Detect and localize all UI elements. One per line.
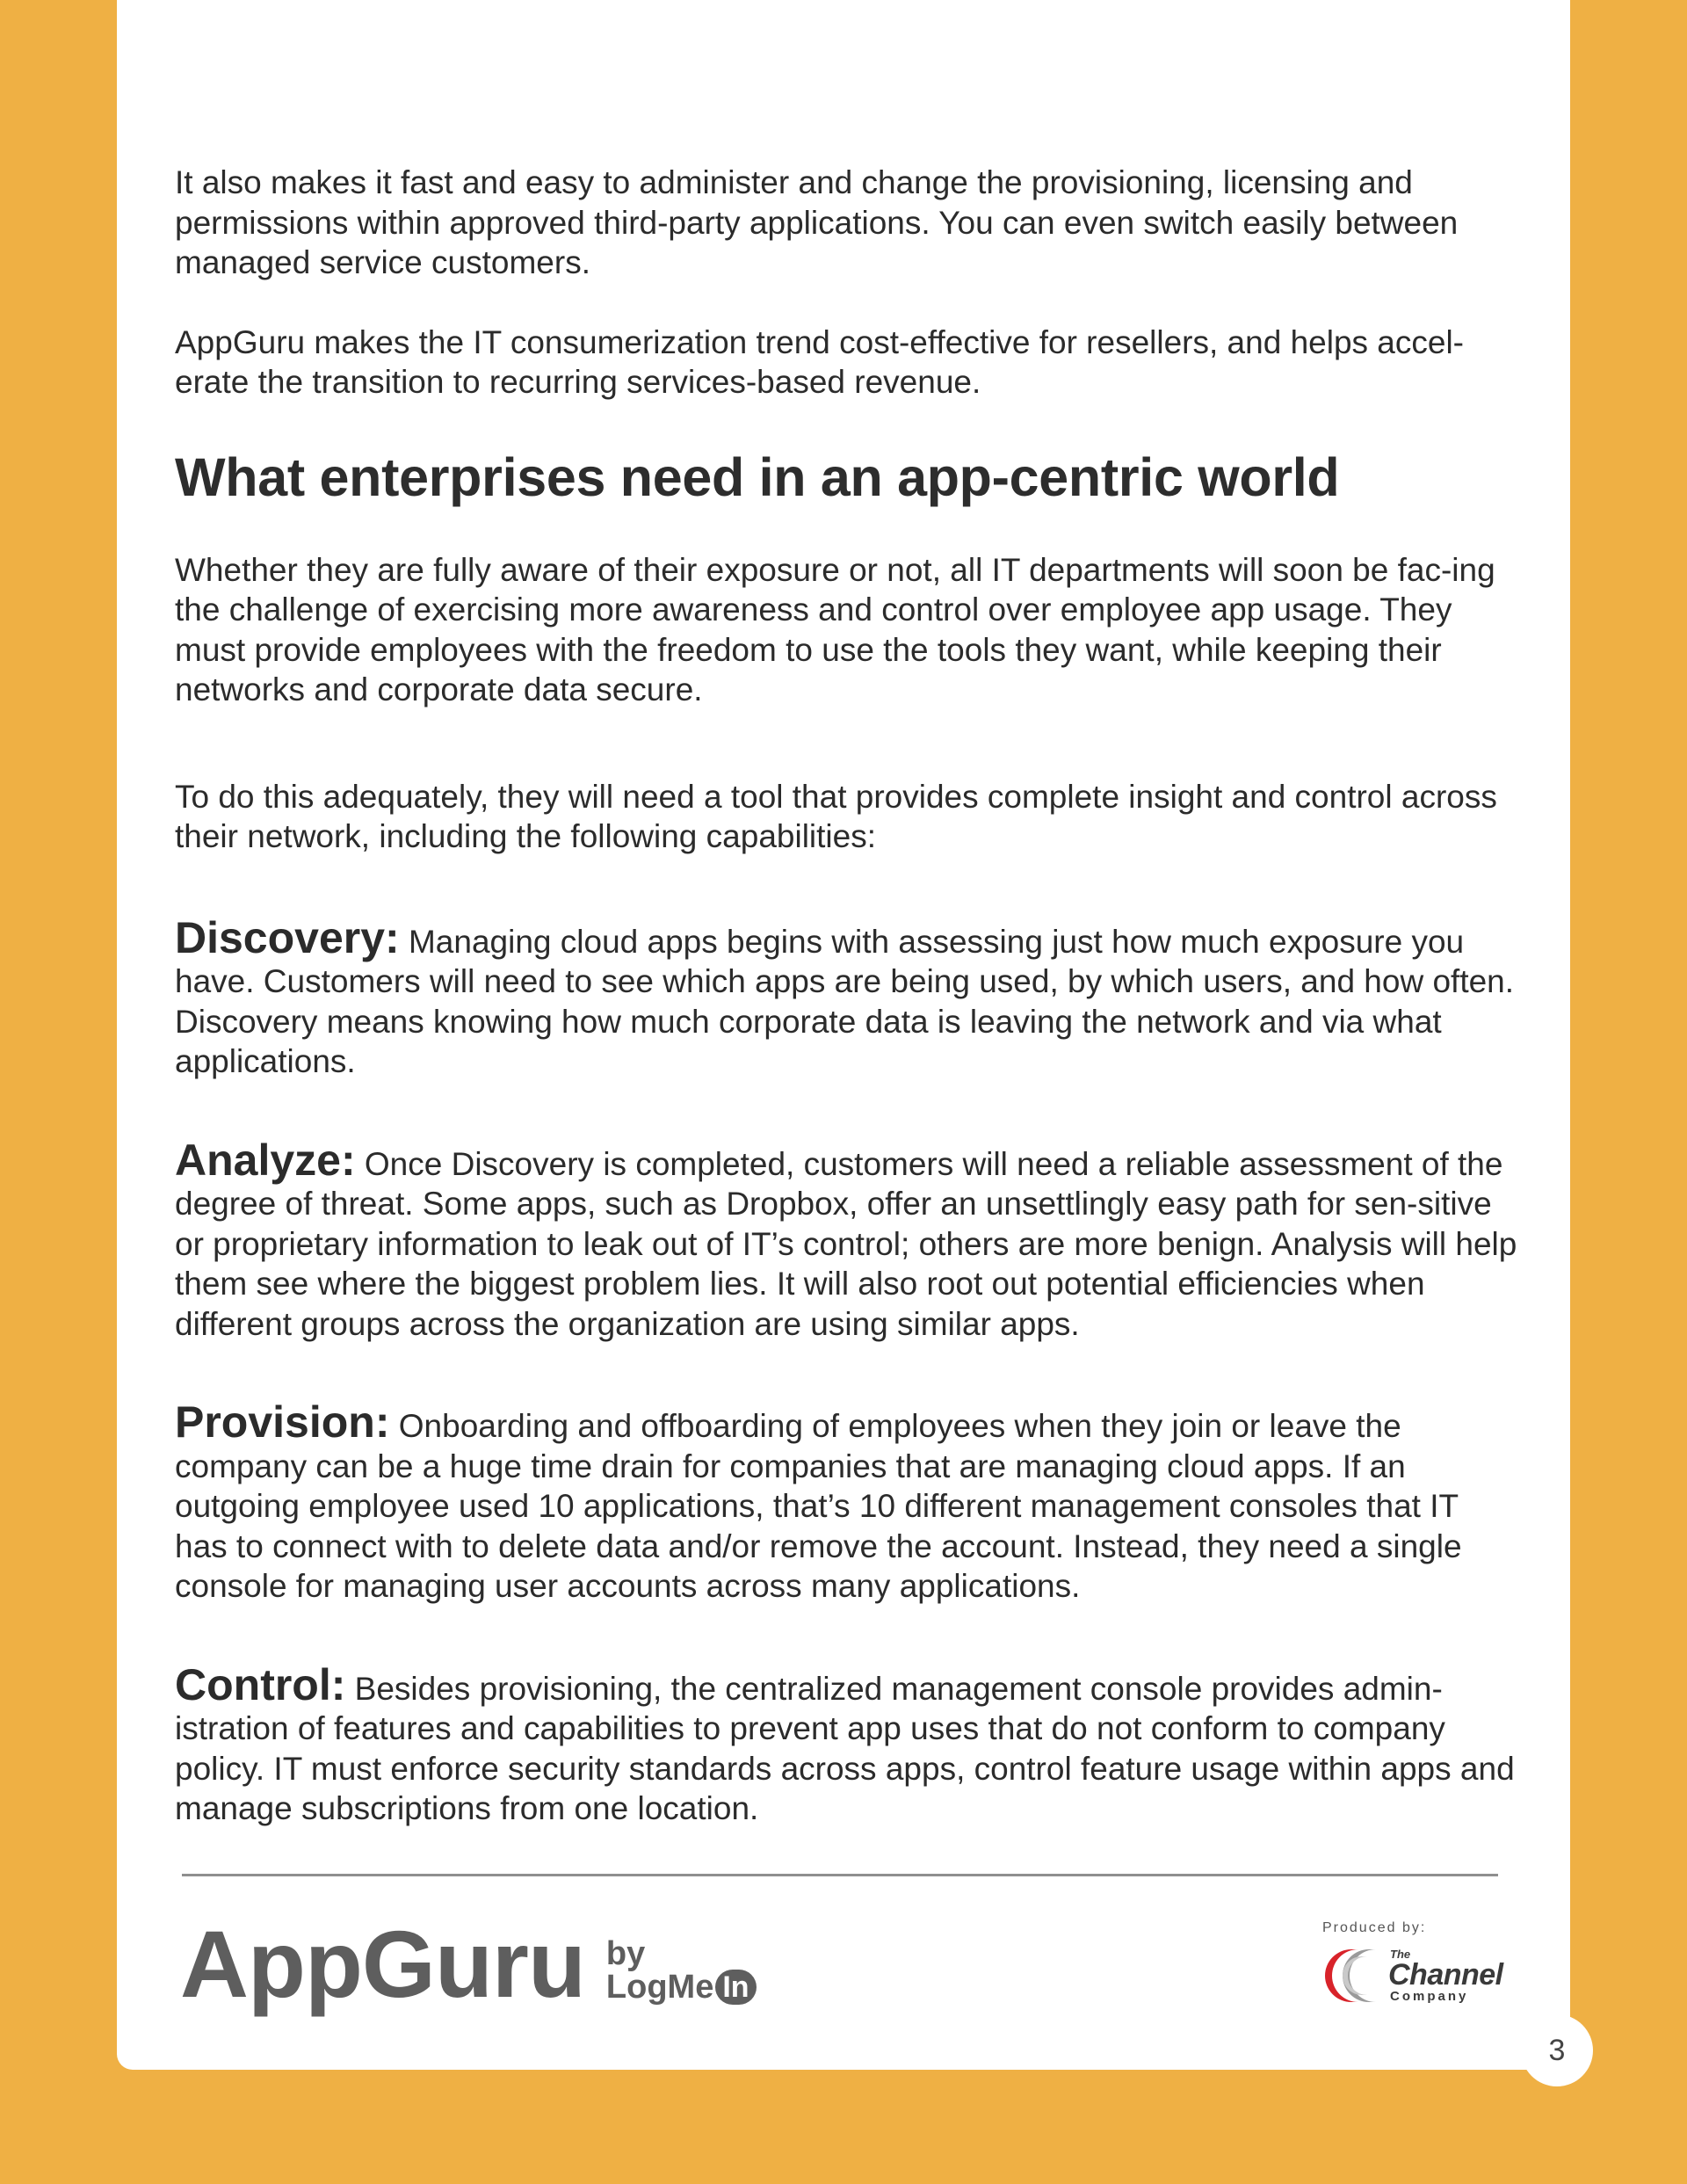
logmein-logo: [605, 1935, 757, 2006]
body-paragraph-1: Whether they are fully aware of their exposure or not, all IT departments will soon be fac-ing the challenge of exercising more awareness and control over employee app usage. They must provide employees with the freedom to use the tools they want, while keeping their networks and corporate data secure.: [175, 551, 1495, 707]
capability-text: Once Discovery is completed, customers will need a reliable assessment of the degree of threat. Some apps, such as Dropbox, offer an unsettlingly easy path for sen-sitive or proprietary information to leak out of IT’s control; others are more benign. Analysis will help them see where the biggest problem lies. It will also root out potential efficiencies when different groups across the organization are using similar apps.: [175, 1145, 1517, 1342]
capability-term: Control:: [175, 1659, 346, 1709]
capability-term: Discovery:: [175, 912, 400, 962]
capability-term: Provision:: [175, 1397, 390, 1447]
capability-text: Managing cloud apps begins with assessing just how much exposure you have. Customers will need to see which apps are being used, by which users, and how often. Discovery means knowing how much corporate data is leaving the network and via what applications.: [175, 923, 1515, 1079]
channel-company-mark-icon: [1316, 1946, 1387, 2006]
page-number: 3: [1521, 2014, 1593, 2086]
capability-control: [175, 1659, 1519, 1829]
body-paragraph-2: To do this adequately, they will need a tool that provides complete insight and control across their network, including the following capabilities:: [175, 778, 1497, 854]
logmein-prefix: LogMe: [605, 1969, 714, 2006]
capability-analyze: [175, 1135, 1519, 1345]
document-page: [117, 0, 1570, 2070]
capability-term: Analyze:: [175, 1135, 356, 1185]
appguru-logo: [180, 1911, 757, 2017]
produced-by-label: Produced by:: [1322, 1920, 1427, 1935]
channel-the-label: The: [1390, 1948, 1411, 1961]
channel-company-logo: [1316, 1946, 1503, 2006]
intro-paragraph-2: AppGuru makes the IT consumerization trend cost-effective for resellers, and helps accel-erate the transition to recurring services-based revenue.: [175, 323, 1464, 400]
channel-name-label: Channel: [1388, 1958, 1503, 1992]
appguru-wordmark: AppGuru: [180, 1911, 585, 2017]
capability-provision: [175, 1397, 1519, 1607]
channel-company-wordmark: [1388, 1948, 1503, 2003]
intro-paragraph-1: It also makes it fast and easy to administer and change the provisioning, licensing and permissions within approved third-party applications. You can even switch easily between managed service customers.: [175, 164, 1459, 280]
logmein-wordmark: [606, 1970, 757, 2005]
capability-text: Besides provisioning, the centralized management console provides admin-istration of features and capabilities to prevent app uses that do not conform to company policy. IT must enforce security standards across apps, control feature usage within apps and manage subscriptions from one location.: [175, 1670, 1515, 1826]
logmein-in-badge: In: [715, 1970, 756, 2005]
page-content: [175, 163, 1519, 1888]
capability-text: Onboarding and offboarding of employees when they join or leave the company can be a huge time drain for companies that are managing cloud apps. If an outgoing employee used 10 applications, that’s 10 different management consoles that IT has to connect with to delete data and/or remove the account. Instead, they need a single console for managing user accounts across many applications.: [175, 1408, 1462, 1604]
footer-divider: [182, 1874, 1498, 1876]
by-label: by: [605, 1935, 646, 1972]
section-heading: What enterprises need in an app-centric world: [175, 446, 1340, 507]
channel-company-label: Company: [1390, 1989, 1469, 2004]
capability-discovery: [175, 912, 1519, 1082]
